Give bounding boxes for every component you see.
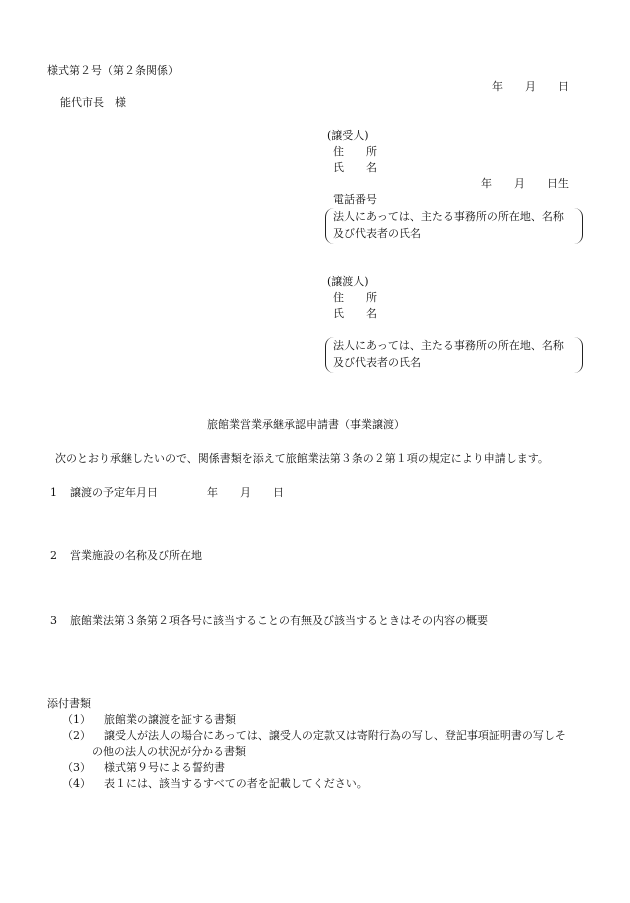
item-1-text: 譲渡の予定年月日: [70, 486, 158, 499]
attachment-2-number: （2）: [62, 729, 91, 742]
transferee-address-label: 住 所: [333, 145, 377, 158]
transferee-corp-note-line2: 及び代表者の氏名: [333, 227, 421, 240]
attachment-3-text: 様式第９号による誓約書: [104, 761, 225, 774]
transferor-label: (譲渡人): [327, 275, 369, 288]
transferor-corp-note-line1: 法人にあっては、主たる事務所の所在地、名称: [333, 339, 564, 352]
item-3-text: 旅館業法第３条第２項各号に該当することの有無及び該当するときはその内容の概要: [70, 614, 488, 627]
item-3-number: 3: [50, 614, 57, 627]
addressee: 能代市長 様: [60, 96, 126, 109]
item-1-number: 1: [50, 486, 57, 499]
attachment-1-number: （1）: [62, 713, 91, 726]
transferee-corp-note-line1: 法人にあっては、主たる事務所の所在地、名称: [333, 210, 564, 223]
form-number: 様式第２号（第２条関係）: [47, 64, 179, 77]
transferor-address-label: 住 所: [333, 291, 377, 304]
attachment-1-text: 旅館業の譲渡を証する書類: [104, 713, 236, 726]
item-1-date: 年 月 日: [207, 486, 284, 499]
attachment-4-text: 表１には、該当するすべての者を記載してください。: [104, 777, 368, 790]
attachment-2-continuation: の他の法人の状況が分かる書類: [92, 745, 246, 758]
intro-text: 次のとおり承継したいので、関係書類を添えて旅館業法第３条の２第１項の規定により申請します。: [55, 452, 549, 465]
attachment-4-number: （4）: [62, 777, 91, 790]
transferor-corp-note-line2: 及び代表者の氏名: [333, 356, 421, 369]
item-2-text: 営業施設の名称及び所在地: [70, 549, 202, 562]
attachment-2-text: 譲受人が法人の場合にあっては、譲受人の定款又は寄附行為の写し、登記事項証明書の写しそ: [104, 729, 566, 742]
item-2-number: 2: [50, 549, 57, 562]
attachments-heading: 添付書類: [47, 697, 91, 710]
transferee-label: (譲受人): [327, 129, 369, 142]
transferee-name-label: 氏 名: [333, 161, 377, 174]
document-title: 旅館業営業承継承認申請書（事業譲渡）: [207, 418, 405, 431]
date-line: 年 月 日: [492, 80, 569, 93]
attachment-3-number: （3）: [62, 761, 91, 774]
transferor-name-label: 氏 名: [333, 307, 377, 320]
transferee-phone-label: 電話番号: [333, 193, 377, 206]
transferee-birth-line: 年 月 日生: [481, 177, 569, 190]
